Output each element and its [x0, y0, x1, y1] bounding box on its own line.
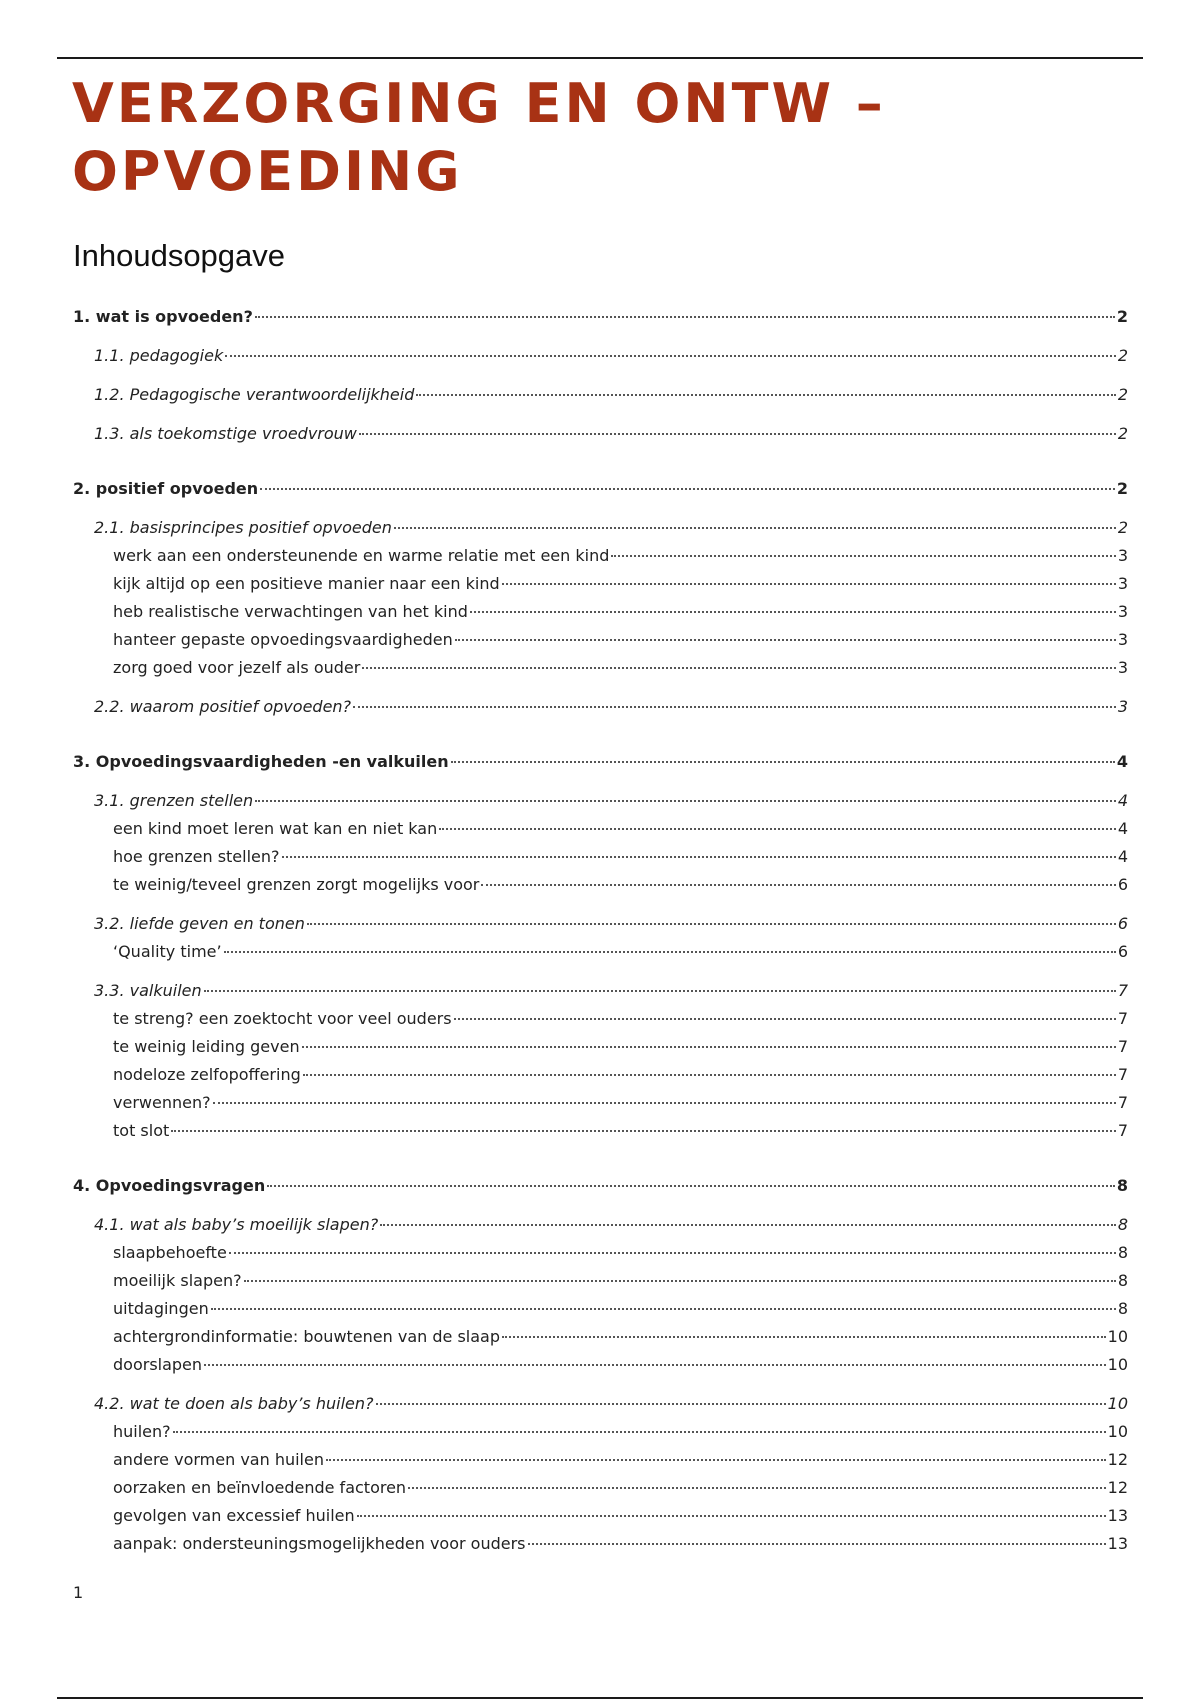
- toc-entry-page: 2: [1116, 307, 1128, 326]
- toc-entry[interactable]: [73, 305, 1128, 329]
- toc-entry-page: 3: [1117, 630, 1128, 649]
- toc-entry-leader-dots: [173, 1431, 1106, 1433]
- toc-entry-leader-dots: [408, 1487, 1106, 1489]
- toc-entry[interactable]: [113, 600, 1128, 624]
- toc-entry-label: een kind moet leren wat kan en niet kan: [113, 819, 438, 838]
- toc-entry-label: te weinig leiding geven: [113, 1037, 300, 1056]
- toc-entry-page: 7: [1117, 1037, 1128, 1056]
- toc-heading: Inhoudsopgave: [73, 238, 286, 273]
- toc-entry-label: 4.1. wat als baby’s moeilijk slapen?: [94, 1215, 379, 1234]
- toc-entry-label: achtergrondinformatie: bouwtenen van de slaap: [113, 1327, 500, 1346]
- toc-entry-leader-dots: [229, 1252, 1116, 1254]
- toc-entry[interactable]: [94, 1392, 1128, 1416]
- toc-entry-label: 2.2. waarom positief opvoeden?: [94, 697, 352, 716]
- toc-entry-page: 13: [1107, 1534, 1128, 1553]
- toc-entry[interactable]: [113, 940, 1128, 964]
- toc-entry-leader-dots: [454, 1018, 1116, 1020]
- toc-entry[interactable]: [113, 628, 1128, 652]
- toc-entry[interactable]: [94, 695, 1128, 719]
- toc-entry-leader-dots: [470, 611, 1116, 613]
- toc-entry[interactable]: [94, 383, 1128, 407]
- toc-entry-leader-dots: [326, 1459, 1106, 1461]
- toc-entry-leader-dots: [255, 800, 1116, 802]
- toc-entry[interactable]: [94, 912, 1128, 936]
- toc-entry-label: aanpak: ondersteuningsmogelijkheden voor ouders: [113, 1534, 526, 1553]
- toc-entry-label: werk aan een ondersteunende en warme relatie met een kind: [113, 546, 610, 565]
- toc-entry[interactable]: [94, 422, 1128, 446]
- toc-entry-leader-dots: [357, 1515, 1106, 1517]
- toc-entry[interactable]: [113, 1269, 1128, 1293]
- toc-entry[interactable]: [113, 873, 1128, 897]
- bottom-rule: [57, 1697, 1143, 1699]
- toc-entry[interactable]: [113, 544, 1128, 568]
- toc-entry-label: doorslapen: [113, 1355, 203, 1374]
- toc-entry-page: 7: [1117, 1093, 1128, 1112]
- toc-entry-leader-dots: [225, 355, 1116, 357]
- toc-entry[interactable]: [113, 1091, 1128, 1115]
- toc-entry-page: 7: [1117, 981, 1128, 1000]
- toc-entry-label: 2.1. basisprincipes positief opvoeden: [94, 518, 392, 537]
- toc-entry[interactable]: [113, 1007, 1128, 1031]
- toc-entry-page: 4: [1116, 752, 1128, 771]
- toc-entry-page: 6: [1117, 914, 1128, 933]
- toc-entry[interactable]: [94, 344, 1128, 368]
- toc-entry-page: 2: [1117, 424, 1128, 443]
- toc-entry-label: slaapbehoefte: [113, 1243, 227, 1262]
- toc-entry[interactable]: [113, 1035, 1128, 1059]
- toc-entry-label: moeilijk slapen?: [113, 1271, 242, 1290]
- toc-entry-label: tot slot: [113, 1121, 170, 1140]
- toc-entry-leader-dots: [416, 394, 1115, 396]
- toc-entry-leader-dots: [455, 639, 1116, 641]
- toc-entry[interactable]: [94, 1213, 1128, 1237]
- document-title-line-2: OPVOEDING: [72, 140, 463, 203]
- toc-entry-label: verwennen?: [113, 1093, 211, 1112]
- toc-entry[interactable]: [113, 1241, 1128, 1265]
- toc-entry-leader-dots: [302, 1046, 1116, 1048]
- toc-entry-label: 4.2. wat te doen als baby’s huilen?: [94, 1394, 374, 1413]
- toc-entry-leader-dots: [224, 951, 1116, 953]
- toc-entry-label: te weinig/teveel grenzen zorgt mogelijks voor: [113, 875, 480, 894]
- toc-entry-label: 3.3. valkuilen: [94, 981, 202, 1000]
- toc-entry-page: 8: [1117, 1215, 1128, 1234]
- toc-entry[interactable]: [73, 750, 1128, 774]
- toc-entry-label: heb realistische verwachtingen van het kind: [113, 602, 468, 621]
- toc-entry-label: 3. Opvoedingsvaardigheden -en valkuilen: [73, 752, 449, 771]
- toc-entry-label: huilen?: [113, 1422, 171, 1441]
- toc-entry-leader-dots: [213, 1102, 1116, 1104]
- toc-entry-page: 4: [1117, 791, 1128, 810]
- toc-entry-leader-dots: [282, 856, 1116, 858]
- toc-entry-page: 6: [1117, 875, 1128, 894]
- toc-entry-leader-dots: [362, 667, 1115, 669]
- toc-entry[interactable]: [113, 1353, 1128, 1377]
- toc-entry-leader-dots: [244, 1280, 1116, 1282]
- toc-entry-page: 10: [1107, 1327, 1128, 1346]
- toc-entry-page: 10: [1107, 1355, 1128, 1374]
- toc-entry-label: nodeloze zelfopoffering: [113, 1065, 301, 1084]
- toc-entry-leader-dots: [502, 1336, 1106, 1338]
- toc-entry-page: 3: [1117, 574, 1128, 593]
- toc-entry-leader-dots: [502, 583, 1116, 585]
- toc-entry-leader-dots: [260, 488, 1115, 490]
- toc-entry-leader-dots: [394, 527, 1116, 529]
- toc-entry-label: te streng? een zoektocht voor veel ouders: [113, 1009, 452, 1028]
- toc-entry-leader-dots: [481, 884, 1115, 886]
- toc-entry-label: hoe grenzen stellen?: [113, 847, 280, 866]
- toc-entry[interactable]: [113, 1297, 1128, 1321]
- toc-entry-leader-dots: [611, 555, 1115, 557]
- toc-entry-leader-dots: [439, 828, 1116, 830]
- toc-entry-leader-dots: [353, 706, 1116, 708]
- toc-entry-page: 2: [1116, 479, 1128, 498]
- toc-entry-label: ‘Quality time’: [113, 942, 222, 961]
- toc-entry-page: 3: [1117, 658, 1128, 677]
- toc-entry[interactable]: [73, 477, 1128, 501]
- toc-entry[interactable]: [113, 1504, 1128, 1528]
- toc-entry-label: 1.3. als toekomstige vroedvrouw: [94, 424, 357, 443]
- toc-entry-leader-dots: [204, 990, 1116, 992]
- toc-entry-label: kijk altijd op een positieve manier naar een kind: [113, 574, 500, 593]
- toc-entry-page: 2: [1117, 385, 1128, 404]
- toc-entry[interactable]: [94, 979, 1128, 1003]
- toc-entry-page: 8: [1117, 1243, 1128, 1262]
- toc-entry-leader-dots: [303, 1074, 1116, 1076]
- toc-entry[interactable]: [113, 845, 1128, 869]
- toc-entry[interactable]: [113, 1532, 1128, 1556]
- toc-entry-page: 8: [1117, 1271, 1128, 1290]
- toc-entry-leader-dots: [211, 1308, 1116, 1310]
- toc-entry-leader-dots: [307, 923, 1116, 925]
- toc-entry-page: 10: [1107, 1394, 1128, 1413]
- toc-entry-label: 3.1. grenzen stellen: [94, 791, 254, 810]
- toc-entry-label: 1. wat is opvoeden?: [73, 307, 253, 326]
- toc-entry-label: andere vormen van huilen: [113, 1450, 324, 1469]
- toc-entry-page: 8: [1116, 1176, 1128, 1195]
- toc-entry-leader-dots: [255, 316, 1115, 318]
- toc-entry-label: hanteer gepaste opvoedingsvaardigheden: [113, 630, 453, 649]
- toc-entry-page: 13: [1107, 1506, 1128, 1525]
- toc-entry-page: 3: [1117, 546, 1128, 565]
- toc-entry[interactable]: [73, 1174, 1128, 1198]
- toc-entry[interactable]: [113, 572, 1128, 596]
- toc-entry-label: 1.1. pedagogiek: [94, 346, 224, 365]
- toc-entry[interactable]: [113, 656, 1128, 680]
- toc-entry-page: 7: [1117, 1121, 1128, 1140]
- toc-entry-label: 2. positief opvoeden: [73, 479, 259, 498]
- toc-entry-page: 10: [1107, 1422, 1128, 1441]
- toc-entry-page: 6: [1117, 942, 1128, 961]
- toc-entry[interactable]: [113, 1119, 1128, 1143]
- toc-entry-leader-dots: [359, 433, 1116, 435]
- toc-entry[interactable]: [94, 789, 1128, 813]
- toc-entry-label: 1.2. Pedagogische verantwoordelijkheid: [94, 385, 415, 404]
- toc-entry-label: 3.2. liefde geven en tonen: [94, 914, 305, 933]
- toc-entry[interactable]: [113, 817, 1128, 841]
- toc-entry-page: 3: [1117, 697, 1128, 716]
- toc-entry-label: 4. Opvoedingsvragen: [73, 1176, 266, 1195]
- toc-entry[interactable]: [94, 516, 1128, 540]
- document-title-line-1: VERZORGING EN ONTW –: [72, 72, 886, 135]
- toc-entry-leader-dots: [528, 1543, 1106, 1545]
- toc-entry[interactable]: [113, 1476, 1128, 1500]
- toc-entry[interactable]: [113, 1420, 1128, 1444]
- toc-entry-page: 2: [1117, 346, 1128, 365]
- toc-entry-page: 4: [1117, 819, 1128, 838]
- page-number: 1: [73, 1583, 84, 1602]
- toc-entry-leader-dots: [267, 1185, 1115, 1187]
- toc-entry-page: 7: [1117, 1065, 1128, 1084]
- toc-entry-label: oorzaken en beïnvloedende factoren: [113, 1478, 407, 1497]
- toc-entry-page: 12: [1107, 1478, 1128, 1497]
- toc-entry[interactable]: [113, 1325, 1128, 1349]
- toc-entry-page: 4: [1117, 847, 1128, 866]
- toc-entry[interactable]: [113, 1063, 1128, 1087]
- toc-entry-page: 7: [1117, 1009, 1128, 1028]
- toc-entry-page: 3: [1117, 602, 1128, 621]
- toc-entry-leader-dots: [451, 761, 1115, 763]
- toc-entry-leader-dots: [204, 1364, 1106, 1366]
- toc-entry-page: 2: [1117, 518, 1128, 537]
- toc-entry-leader-dots: [376, 1403, 1106, 1405]
- toc-entry-page: 8: [1117, 1299, 1128, 1318]
- toc-entry-label: uitdagingen: [113, 1299, 209, 1318]
- toc-entry-leader-dots: [171, 1130, 1116, 1132]
- toc-entry-label: gevolgen van excessief huilen: [113, 1506, 355, 1525]
- toc-entry-page: 12: [1107, 1450, 1128, 1469]
- toc-entry-label: zorg goed voor jezelf als ouder: [113, 658, 361, 677]
- toc-entry[interactable]: [113, 1448, 1128, 1472]
- toc-entry-leader-dots: [380, 1224, 1116, 1226]
